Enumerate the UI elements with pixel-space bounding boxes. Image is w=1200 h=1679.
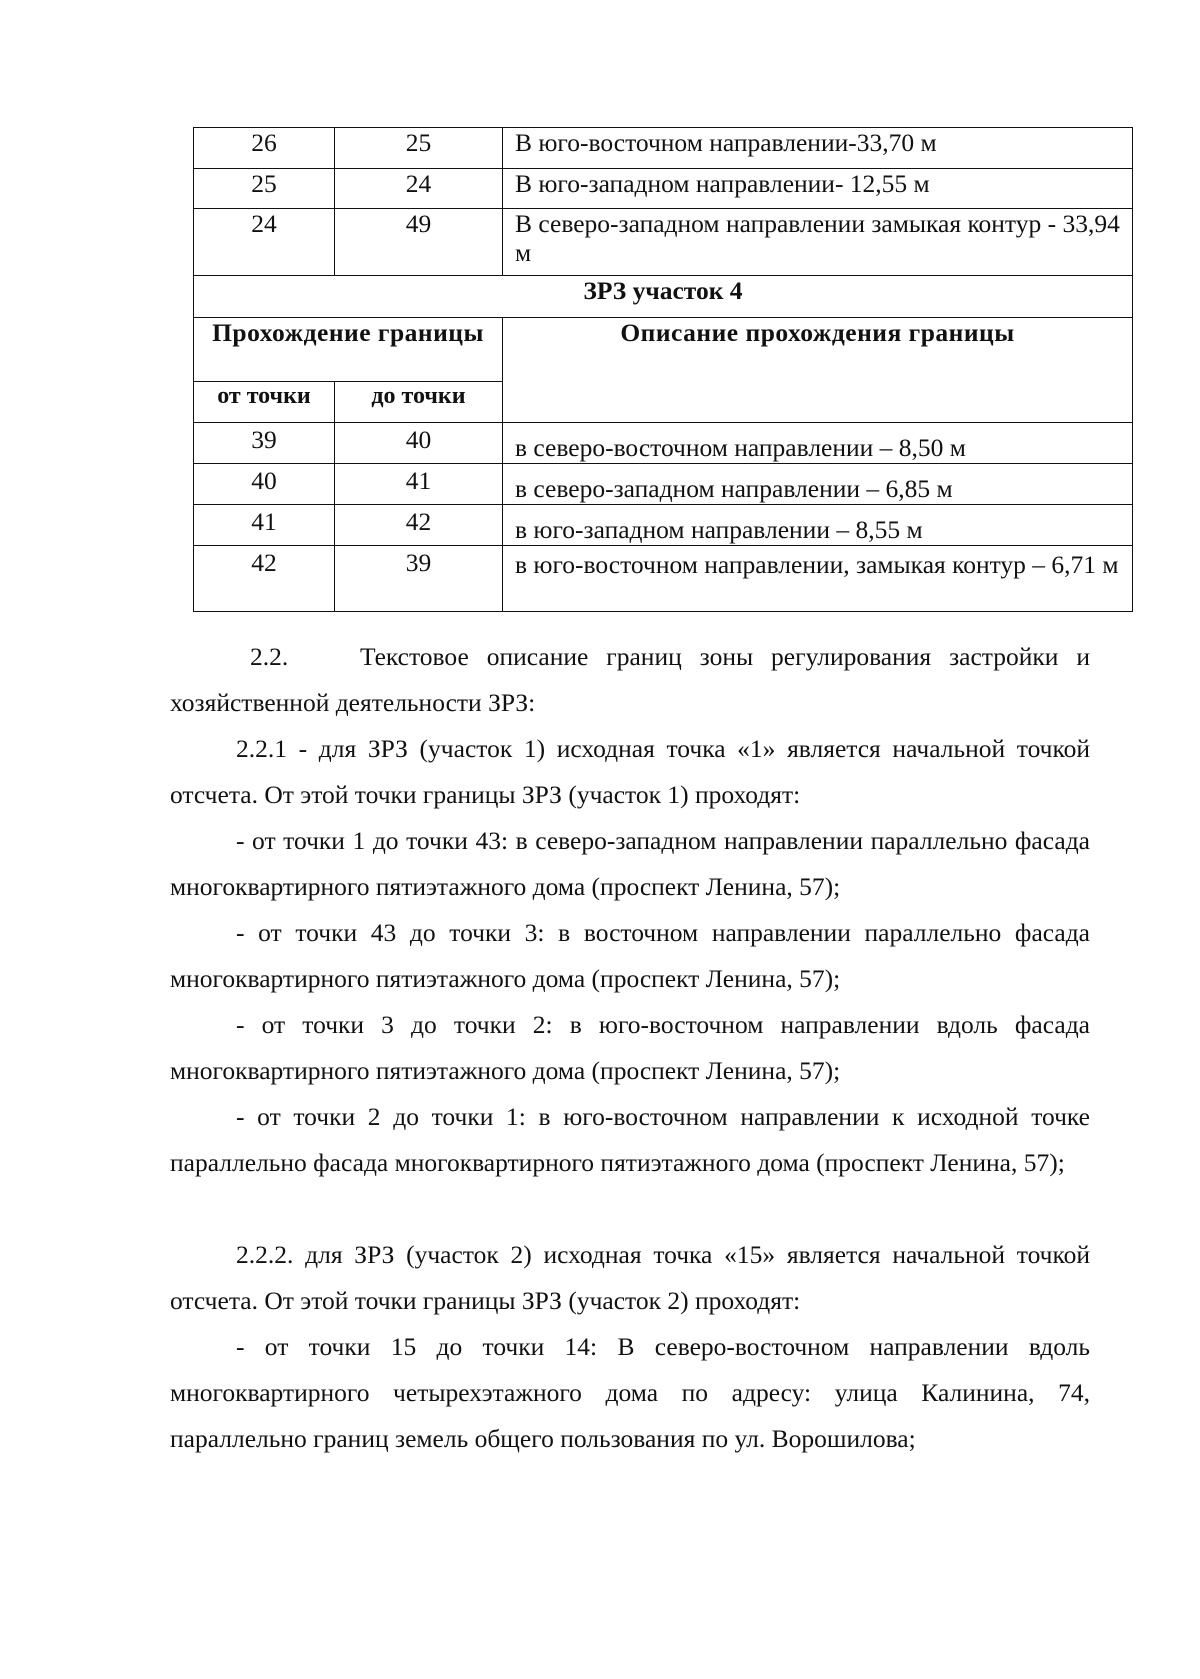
table-row [194, 169, 1133, 209]
description-cell: в северо-восточном направлении – 8,50 м [503, 423, 1133, 464]
header-row [194, 318, 1133, 382]
to-point-cell: 24 [335, 169, 503, 209]
table-row [194, 423, 1133, 464]
table-row [194, 546, 1133, 612]
boundary-item: - от точки 2 до точки 1: в юго-восточном направлении к исходной точке параллельно фасада многоквартирного пятиэтажного дома (проспект Ленина, 57); [170, 1102, 1090, 1177]
to-point-cell: 40 [335, 423, 503, 464]
boundary-item: - от точки 3 до точки 2: в юго-восточном направлении вдоль фасада многоквартирного пятиэтажного дома (проспект Ленина, 57); [170, 1010, 1090, 1085]
table-row [194, 128, 1133, 169]
table-row [194, 505, 1133, 546]
header-to: до точки [335, 382, 503, 423]
from-point-cell: 40 [194, 464, 335, 505]
header-from: от точки [194, 382, 335, 423]
from-point-cell: 26 [194, 128, 335, 169]
paragraph-2-2: 2.2. Текстовое описание границ зоны регулирования застройки и хозяйственной деятельности ЗРЗ: [170, 642, 1090, 717]
boundary-item: - от точки 1 до точки 43: в северо-западном направлении параллельно фасада многоквартирного пятиэтажного дома (проспект Ленина, 57); [170, 826, 1090, 901]
to-point-cell: 42 [335, 505, 503, 546]
description-cell: в юго-восточном направлении, замыкая контур – 6,71 м [503, 546, 1133, 612]
to-point-cell: 49 [335, 209, 503, 276]
from-point-cell: 25 [194, 169, 335, 209]
description-cell: В северо-западном направлении замыкая контур - 33,94 м [503, 209, 1133, 276]
paragraph-2-2-1: 2.2.1 - для ЗРЗ (участок 1) исходная точка «1» является начальной точкой отсчета. От этой точки границы ЗРЗ (участок 1) проходят: [170, 734, 1090, 809]
boundary-item: - от точки 43 до точки 3: в восточном направлении параллельно фасада многоквартирного пятиэтажного дома (проспект Ленина, 57); [170, 918, 1090, 993]
section-title: ЗРЗ участок 4 [194, 276, 1133, 318]
description-cell: в юго-западном направлении – 8,55 м [503, 505, 1133, 546]
from-point-cell: 41 [194, 505, 335, 546]
paragraph-2-2-2: 2.2.2. для ЗРЗ (участок 2) исходная точка «15» является начальной точкой отсчета. От этой точки границы ЗРЗ (участок 2) проходят: [170, 1240, 1090, 1315]
section-row [194, 276, 1133, 318]
to-point-cell: 41 [335, 464, 503, 505]
boundary-item: - от точки 15 до точки 14: В северо-восточном направлении вдоль многоквартирного четырехэтажного дома по адресу: улица Калинина, 74, параллельно границ земель общего пользования по ул. Ворошилова; [170, 1332, 1090, 1453]
from-point-cell: 24 [194, 209, 335, 276]
description-cell: в северо-западном направлении – 6,85 м [503, 464, 1133, 505]
to-point-cell: 39 [335, 546, 503, 612]
to-point-cell: 25 [335, 128, 503, 169]
boundary-table [193, 127, 1133, 612]
from-point-cell: 42 [194, 546, 335, 612]
description-cell: В юго-восточном направлении-33,70 м [503, 128, 1133, 169]
header-description: Описание прохождения границы [503, 318, 1133, 423]
description-cell: В юго-западном направлении- 12,55 м [503, 169, 1133, 209]
table-row [194, 209, 1133, 276]
from-point-cell: 39 [194, 423, 335, 464]
table-row [194, 464, 1133, 505]
header-passage: Прохождение границы [194, 318, 503, 382]
